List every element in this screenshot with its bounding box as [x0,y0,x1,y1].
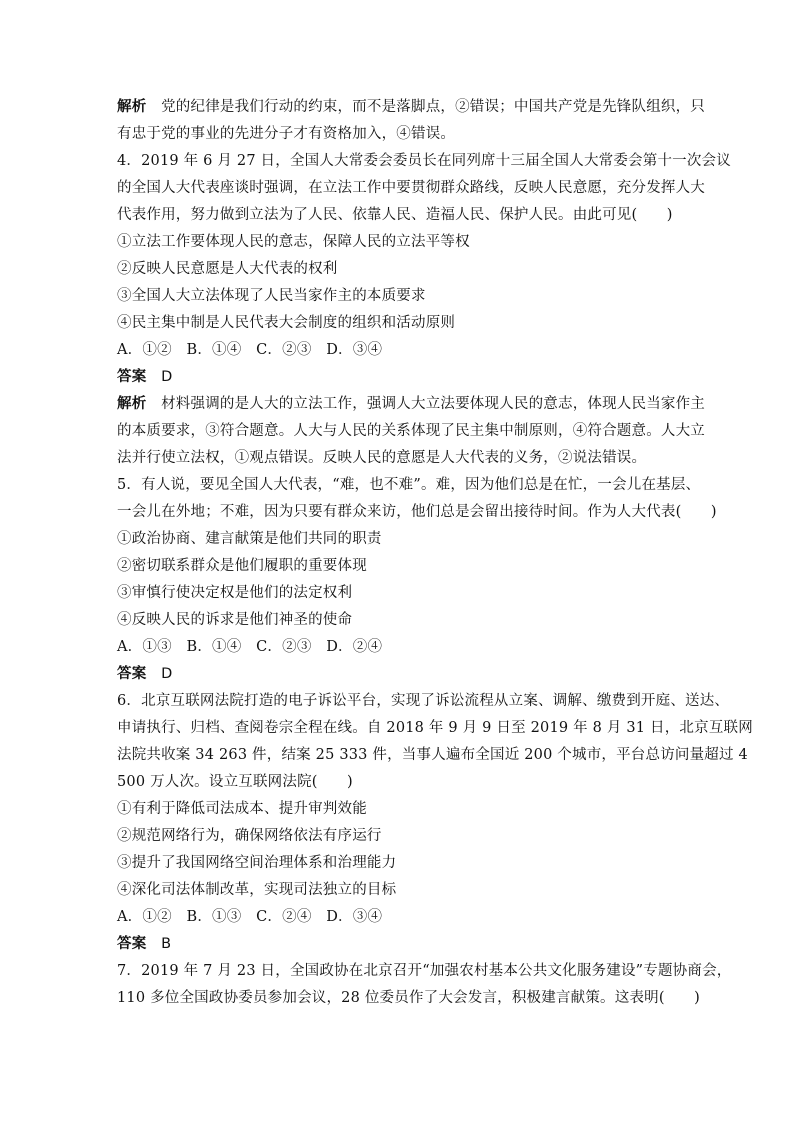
line-text: ③全国人大立法体现了人民当家作主的本质要求 [117,288,426,304]
text-line [117,877,679,904]
text-line [117,472,701,499]
line-text: 4．2019 年 6 月 27 日，全国人大常委会委员长在同列席十三届全国人大常委会第十一次会议 [117,153,731,169]
line-text: ②密切联系群众是他们履职的重要体现 [117,558,367,574]
text-line [117,742,748,769]
text-line [117,796,679,823]
analysis-line [117,391,706,418]
text-line [117,175,705,202]
text-line [117,715,753,742]
line-text: 6．北京互联网法院打造的电子诉讼平台，实现了诉讼流程从立案、调解、缴费到开庭、送达、 [117,693,730,709]
line-text: 的全国人大代表座谈时强调，在立法工作中要贯彻群众路线，反映人民意愿，充分发挥人大 [117,180,705,196]
text-line [117,202,679,229]
text-line [117,418,705,445]
line-text: ③提升了我国网络空间治理体系和治理能力 [117,855,397,871]
line-text: ④反映人民的诉求是他们神圣的使命 [117,612,353,628]
text-line [117,607,679,634]
text-line [117,553,679,580]
analysis-label: 解析 [117,396,147,412]
line-text: A．①② B．①③ C．②④ D．③④ [117,909,383,925]
text-line [117,688,730,715]
text-line [117,985,700,1012]
text-line [117,499,717,526]
line-text: 法院共收案 34 263 件，结案 25 333 件，当事人遍布全国近 200 个城市，平台总访问量超过 4 [117,747,748,763]
line-text: 7．2019 年 7 月 23 日，全国政协在北京召开“加强农村基本公共文化服务建设”专题协商会， [117,963,732,979]
line-text: 申请执行、归档、查阅卷宗全程在线。自 2018 年 9 月 9 日至 2019 年 8 月 31 日，北京互联网 [117,720,753,736]
answer-line [117,364,679,391]
answer-value: D [161,666,173,682]
analysis-label: 解析 [117,99,147,115]
answer-label: 答案 [117,936,147,952]
line-text: 一会儿在外地；不难，因为只要有群众来访，他们总是会留出接待时间。作为人大代表( ) [117,504,717,520]
line-text: 110 多位全国政协委员参加会议，28 位委员作了大会发言，积极建言献策。这表明( ) [117,990,700,1006]
line-text: ③审慎行使决定权是他们的法定权利 [117,585,353,601]
answer-line [117,931,679,958]
line-text: 5．有人说，要见全国人大代表，“难，也不难”。难，因为他们总是在忙，一会儿在基层、 [117,477,701,493]
text-line [117,148,731,175]
line-text: 500 万人次。设立互联网法院( ) [117,774,353,790]
line-text: 代表作用，努力做到立法为了人民、依靠人民、造福人民、保护人民。由此可见( ) [117,207,673,223]
analysis-line [117,94,706,121]
line-text: ②规范网络行为，确保网络依法有序运行 [117,828,382,844]
line-text: ④民主集中制是人民代表大会制度的组织和活动原则 [117,315,456,331]
answer-value: D [161,369,173,385]
text-line [117,526,679,553]
line-text: 有忠于党的事业的先进分子才有资格加入，④错误。 [117,126,456,142]
line-text: 的本质要求，③符合题意。人大与人民的关系体现了民主集中制原则，④符合题意。人大立 [117,423,705,439]
line-text: A．①② B．①④ C．②③ D．③④ [117,342,383,358]
line-text: ④深化司法体制改革，实现司法独立的目标 [117,882,397,898]
text-line [117,445,679,472]
line-text: ①立法工作要体现人民的意志，保障人民的立法平等权 [117,234,470,250]
line-text: 党的纪律是我们行动的约束，而不是落脚点，②错误；中国共产党是先锋队组织，只 [161,99,706,115]
text-line [117,769,679,796]
line-text: ①有利于降低司法成本、提升审判效能 [117,801,367,817]
text-line [117,337,679,364]
text-line [117,904,679,931]
text-line [117,823,679,850]
answer-value: B [161,936,172,952]
line-text: ②反映人民意愿是人大代表的权利 [117,261,338,277]
answer-label: 答案 [117,369,147,385]
answer-label: 答案 [117,666,147,682]
line-text: 法并行使立法权，①观点错误。反映人民的意愿是人大代表的义务，②说法错误。 [117,450,647,466]
line-text: A．①③ B．①④ C．②③ D．②④ [117,639,383,655]
text-line [117,229,679,256]
text-line [117,121,679,148]
line-text: 材料强调的是人大的立法工作，强调人大立法要体现人民的意志，体现人民当家作主 [161,396,706,412]
answer-line [117,661,679,688]
text-line [117,256,679,283]
text-line [117,850,679,877]
text-line [117,580,679,607]
text-line [117,634,679,661]
document-body [117,94,753,1012]
text-line [117,310,679,337]
text-line [117,958,732,985]
line-text: ①政治协商、建言献策是他们共同的职责 [117,531,382,547]
text-line [117,283,679,310]
